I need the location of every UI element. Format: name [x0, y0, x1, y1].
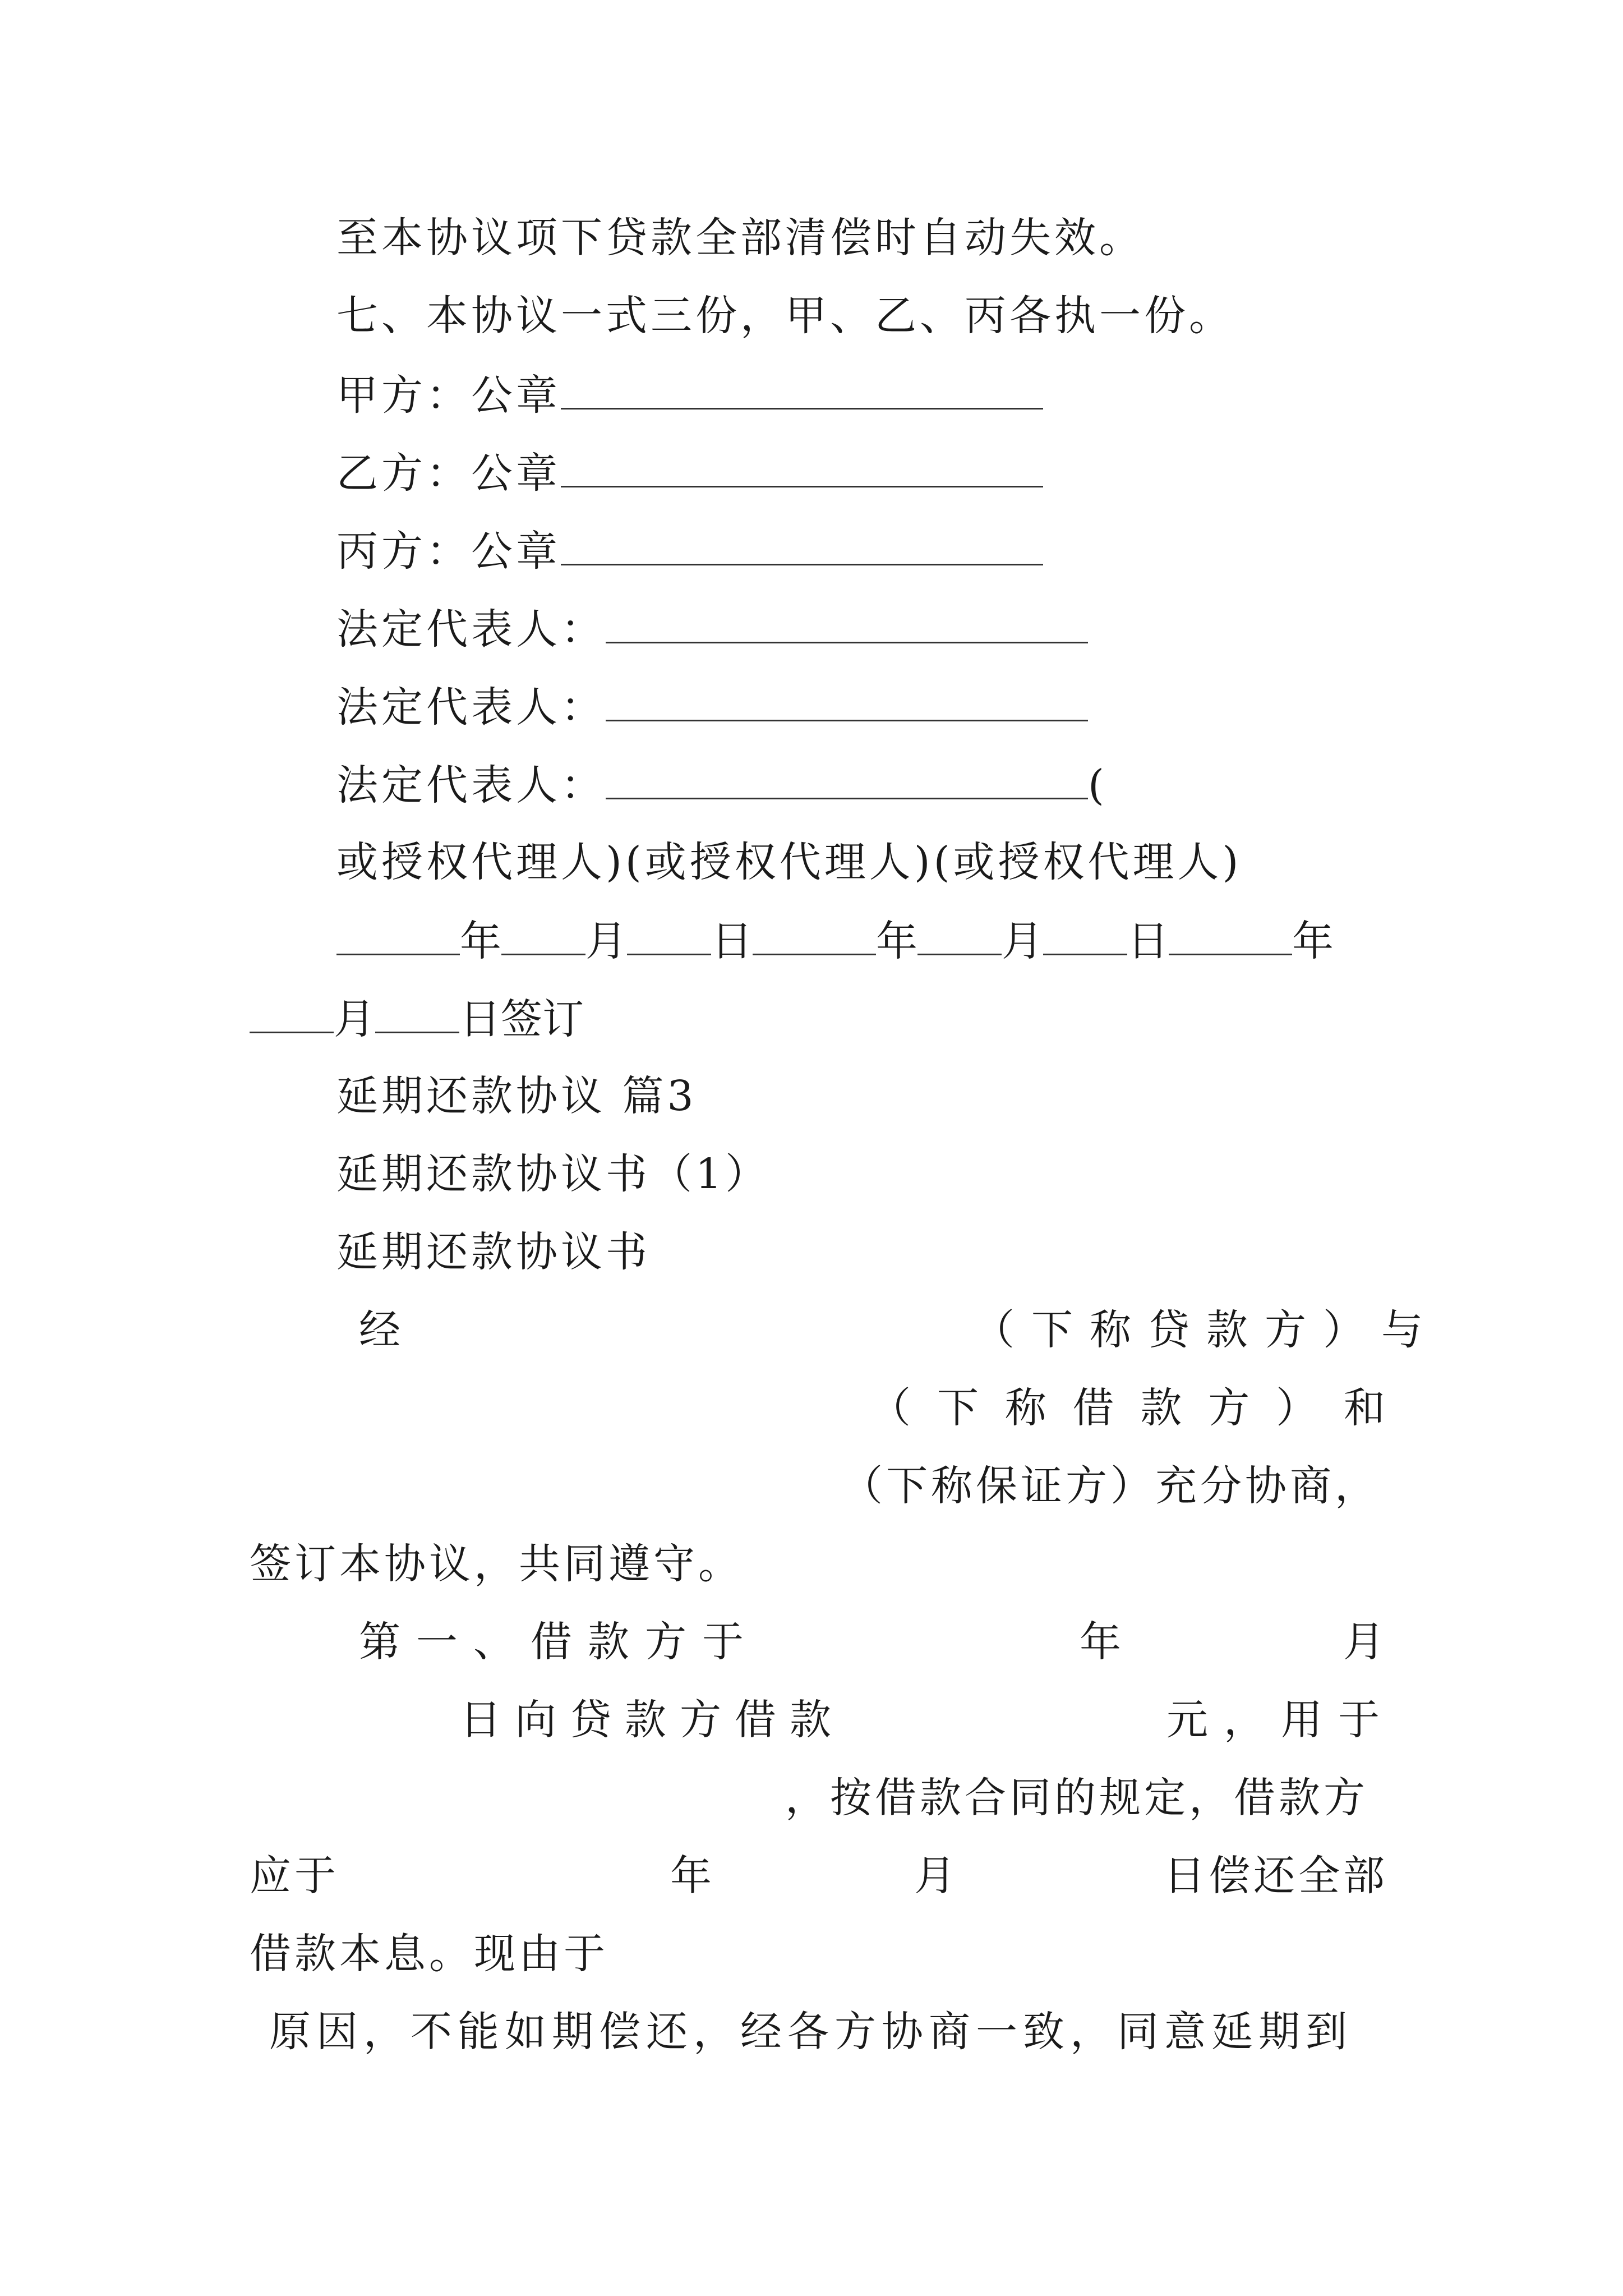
- rep-open-paren: (: [1088, 761, 1108, 809]
- art1-day-lend: 日向贷款方借款: [460, 1696, 845, 1744]
- date-line: [336, 913, 1334, 968]
- text-lender: （下称贷款方）与: [973, 1306, 1440, 1354]
- day-blank-2: [1043, 913, 1127, 955]
- text-and: 和: [1343, 1384, 1385, 1432]
- authorized-agents: 或授权代理人)(或授权代理人)(或授权代理人): [336, 838, 1242, 886]
- rep-label-2: 法定代表人：: [336, 683, 606, 731]
- signature-party-a: [336, 367, 1043, 422]
- borrower-line: [869, 1381, 1385, 1435]
- party-c-label: 丙方：公章: [336, 527, 561, 576]
- year-1: 年: [460, 917, 501, 965]
- art1-should: 应于: [250, 1852, 339, 1900]
- art1-lead: 第一、借款方于: [359, 1618, 759, 1666]
- day-1: 日: [711, 917, 753, 965]
- clause-expiry: 至本协议项下贷款全部清偿时自动失效。: [336, 214, 1144, 262]
- borrower-fang: 方: [1208, 1384, 1250, 1432]
- party-b-blank: [561, 445, 1043, 487]
- art1-contract: ，按借款合同的规定，借款方: [785, 1774, 1368, 1822]
- signature-party-c: [336, 523, 1043, 578]
- art1-yuan: 元，用于: [1166, 1696, 1395, 1744]
- year-blank-2: [753, 913, 876, 955]
- borrower-jie: 借: [1072, 1384, 1114, 1432]
- borrower-cheng: 称: [1004, 1384, 1046, 1432]
- borrower-paren-close: ）: [1276, 1384, 1318, 1432]
- year-3: 年: [1292, 917, 1334, 965]
- art1-month: 月: [1343, 1618, 1388, 1666]
- month-1: 月: [585, 917, 627, 965]
- text-jing: 经: [359, 1306, 404, 1354]
- borrower-kuan: 款: [1140, 1384, 1182, 1432]
- day-blank-3: [375, 991, 459, 1033]
- art1-year2: 年: [670, 1852, 715, 1900]
- party-b-label: 乙方：公章: [336, 449, 561, 498]
- borrower-xia: 下: [937, 1384, 979, 1432]
- borrower-paren-open: （: [869, 1384, 911, 1432]
- month-blank-2: [917, 913, 1002, 955]
- party-a-label: 甲方：公章: [336, 371, 561, 420]
- date-line-cont: [250, 991, 584, 1046]
- clause-copies: 七、本协议一式三份，甲、乙、丙各执一份。: [336, 292, 1234, 340]
- document-title: 延期还款协议书: [336, 1228, 651, 1276]
- party-a-blank: [561, 367, 1043, 409]
- text-sign-agree: 签订本协议，共同遵守。: [250, 1540, 743, 1588]
- art1-principal: 借款本息。现由于: [250, 1930, 608, 1978]
- art1-year: 年: [1080, 1618, 1124, 1666]
- rep-label-1: 法定代表人：: [336, 605, 606, 654]
- art1-reason: 原因，不能如期偿还，经各方协商一致，同意延期到: [269, 2008, 1353, 2056]
- year-2: 年: [876, 917, 917, 965]
- month-3: 月: [334, 995, 375, 1043]
- month-blank-1: [501, 913, 585, 955]
- month-2: 月: [1002, 917, 1043, 965]
- signed-label: 日签订: [459, 995, 584, 1043]
- signature-party-b: [336, 445, 1043, 500]
- section-subtitle: 延期还款协议书（1）: [336, 1150, 771, 1198]
- month-blank-3: [250, 991, 334, 1033]
- rep-label-3: 法定代表人：: [336, 761, 606, 809]
- day-blank-1: [627, 913, 711, 955]
- rep-blank-1: [606, 601, 1088, 643]
- rep-line-3: [336, 757, 1108, 812]
- section-heading: 延期还款协议 篇3: [336, 1072, 697, 1120]
- rep-line-2: [336, 679, 1088, 734]
- day-2: 日: [1127, 917, 1169, 965]
- text-guarantor: （下称保证方）充分协商，: [841, 1462, 1380, 1510]
- year-blank-1: [336, 913, 460, 955]
- rep-blank-3: [606, 757, 1088, 799]
- art1-month2: 月: [914, 1852, 959, 1900]
- year-blank-3: [1169, 913, 1292, 955]
- rep-blank-2: [606, 679, 1088, 721]
- party-c-blank: [561, 523, 1043, 565]
- rep-line-1: [336, 601, 1088, 656]
- art1-repay: 日偿还全部: [1164, 1852, 1388, 1900]
